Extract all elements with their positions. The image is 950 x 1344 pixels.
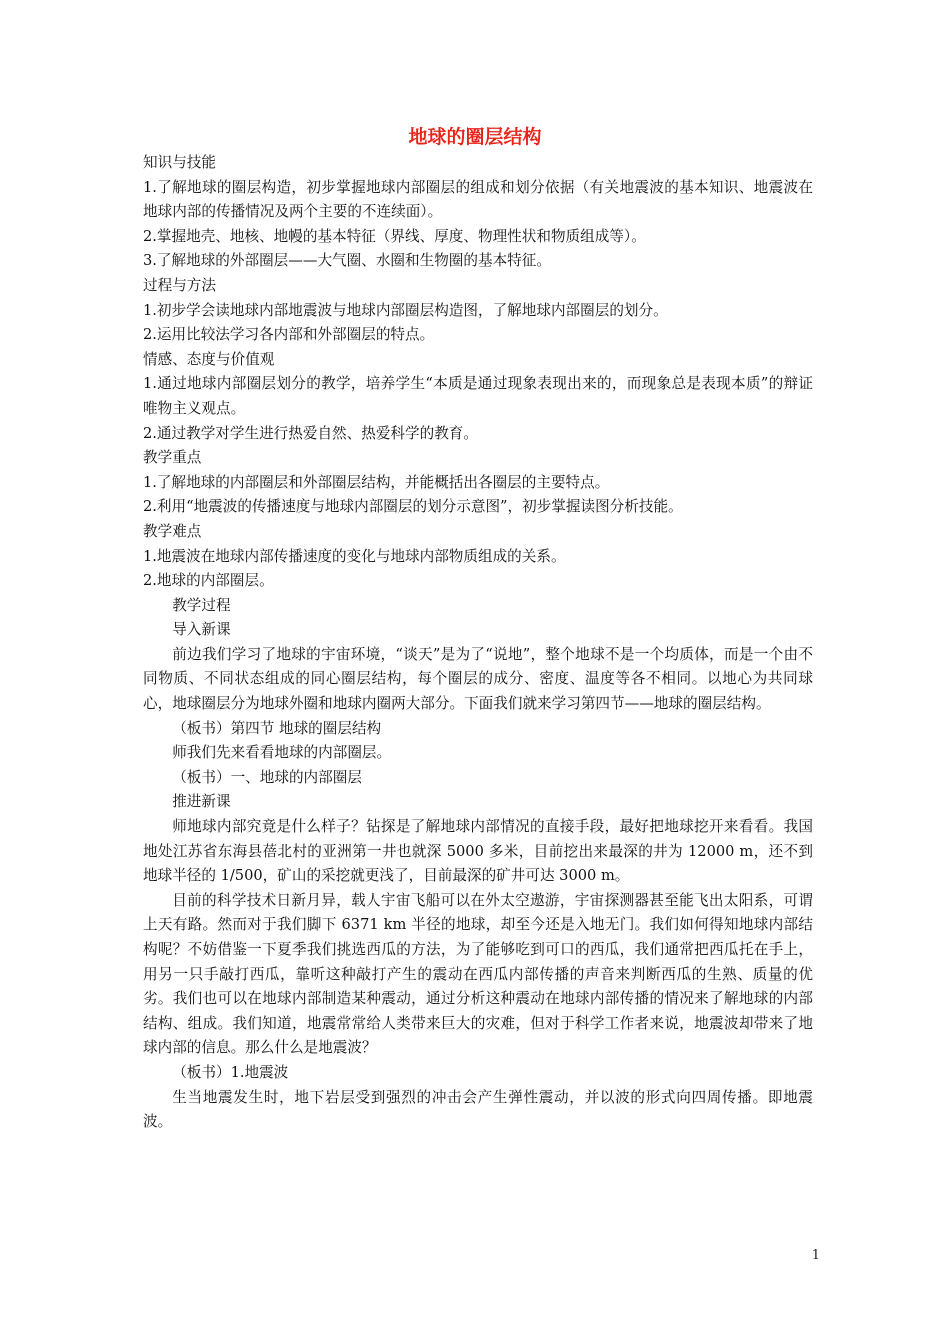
paragraph: 过程与方法 xyxy=(143,276,216,294)
document-title: 地球的圈层结构 xyxy=(408,126,542,148)
paragraph: 教学难点 xyxy=(143,522,202,540)
document-body xyxy=(143,151,813,1135)
paragraph: 2.利用“地震波的传播速度与地球内部圈层的划分示意图”，初步掌握读图分析技能。 xyxy=(143,498,683,516)
paragraph: 3.了解地球的外部圈层——大气圈、水圈和生物圈的基本特征。 xyxy=(143,252,551,270)
paragraph: 教学重点 xyxy=(143,449,202,467)
paragraph: 1.了解地球的内部圈层和外部圈层结构，并能概括出各圈层的主要特点。 xyxy=(143,473,610,491)
paragraph: 目前的科学技术日新月异，载人宇宙飞船可以在外太空遨游，宇宙探测器甚至能飞出太阳系，可谓上天有路。然而对于我们脚下 6371 km 半径的地球，却至今还是入地无门。我们如何得知地球内部结构呢？不妨借鉴一下夏季我们挑选西瓜的方法，为了能够吃到可口的西瓜，我们通常把西瓜托在手上，用另一只手敲打西瓜，靠听这种敲打产生的震动在西瓜内部传播的声音来判断西瓜的生熟、质量的优劣。我们也可以在地球内部制造某种震动，通过分析这种震动在地球内部传播的情况来了解地球的内部结构、组成。我们知道，地震常常给人类带来巨大的灾难，但对于科学工作者来说，地震波却带来了地球内部的信息。那么什么是地震波？ xyxy=(143,891,813,1057)
paragraph: 1.初步学会读地球内部地震波与地球内部圈层构造图，了解地球内部圈层的划分。 xyxy=(143,301,668,319)
paragraph: 2.地球的内部圈层。 xyxy=(143,572,274,590)
paragraph: 师我们先来看看地球的内部圈层。 xyxy=(172,744,392,762)
paragraph: 1.通过地球内部圈层划分的教学，培养学生“本质是通过现象表现出来的，而现象总是表现本质”的辩证唯物主义观点。 xyxy=(143,375,813,417)
paragraph: 导入新课 xyxy=(172,621,231,639)
paragraph: 情感、态度与价值观 xyxy=(143,350,275,368)
paragraph: 生当地震发生时，地下岩层受到强烈的冲击会产生弹性震动，并以波的形式向四周传播。即地震波。 xyxy=(143,1088,813,1131)
paragraph: 1.了解地球的圈层构造，初步掌握地球内部圈层的组成和划分依据（有关地震波的基本知识、地震波在地球内部的传播情况及两个主要的不连续面）。 xyxy=(143,178,813,221)
page-number: 1 xyxy=(811,1248,820,1263)
paragraph: （板书）第四节 地球的圈层结构 xyxy=(172,719,382,737)
paragraph: 知识与技能 xyxy=(143,154,216,171)
paragraph: 2.运用比较法学习各内部和外部圈层的特点。 xyxy=(143,326,435,344)
paragraph: （板书）一、地球的内部圈层 xyxy=(172,768,362,786)
paragraph: 推进新课 xyxy=(172,793,231,811)
paragraph: （板书）1.地震波 xyxy=(172,1063,289,1081)
paragraph: 1.地震波在地球内部传播速度的变化与地球内部物质组成的关系。 xyxy=(143,547,566,565)
paragraph: 师地球内部究竟是什么样子？钻探是了解地球内部情况的直接手段，最好把地球挖开来看看。我国地处江苏省东海县蓓北村的亚洲第一井也就深 5000 多米，目前挖出来最深的井为 12000 m，还不到地球半径的 1/500，矿山的采挖就更浅了，目前最深的矿井可达 3000 m。 xyxy=(143,818,813,885)
paragraph: 前边我们学习了地球的宇宙环境，“谈天”是为了“说地”，整个地球不是一个均质体，而是一个由不同物质、不同状态组成的同心圈层结构，每个圈层的成分、密度、温度等各不相同。以地心为共同球心，地球圈层分为地球外圈和地球内圈两大部分。下面我们就来学习第四节——地球的圈层结构。 xyxy=(143,645,813,713)
paragraph: 2.通过教学对学生进行热爱自然、热爱科学的教育。 xyxy=(143,424,478,442)
paragraph: 2.掌握地壳、地核、地幔的基本特征（界线、厚度、物理性状和物质组成等）。 xyxy=(143,227,646,245)
paragraph: 教学过程 xyxy=(172,596,231,614)
